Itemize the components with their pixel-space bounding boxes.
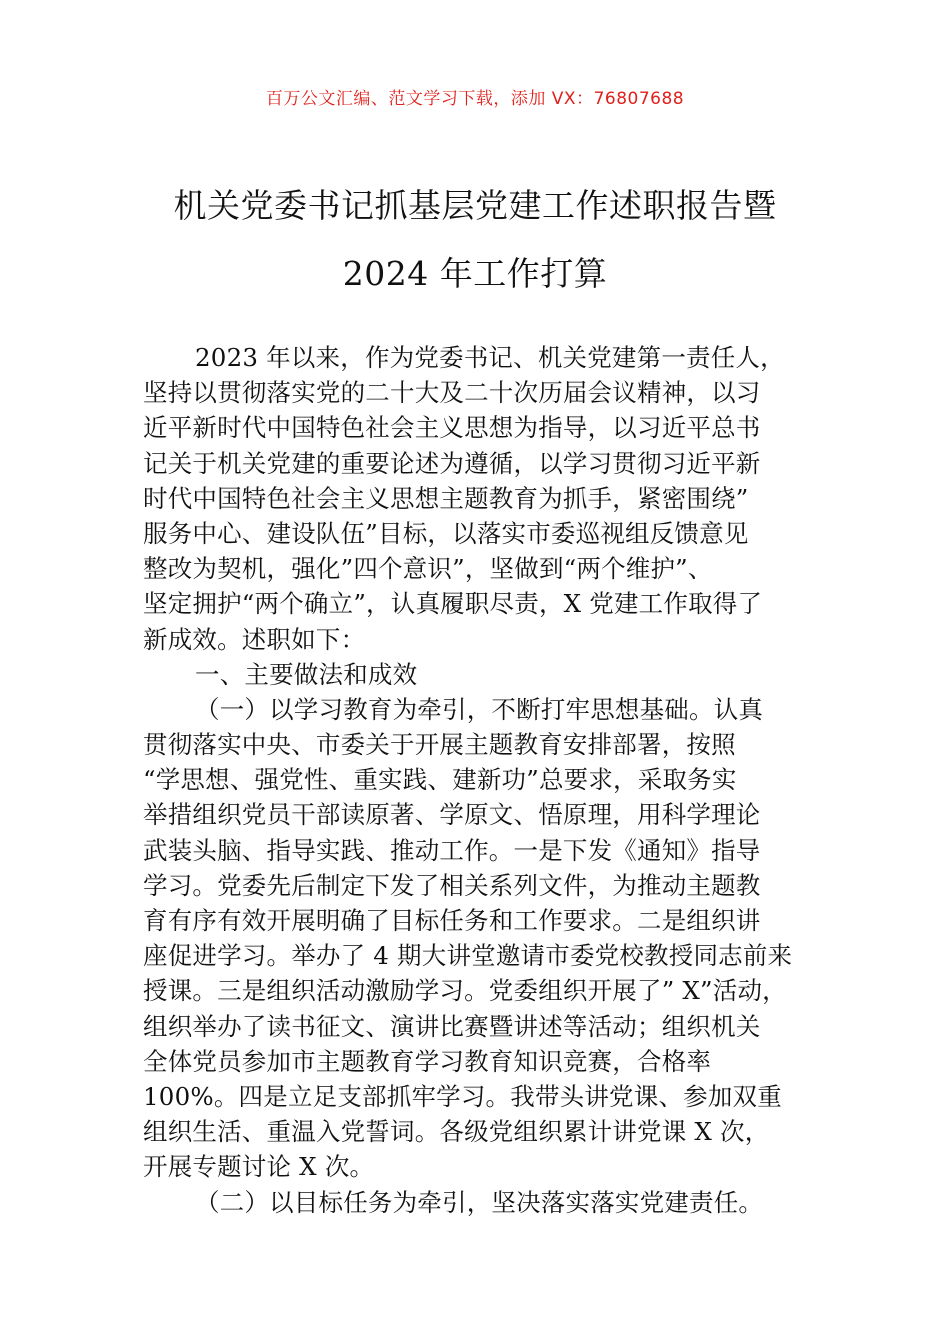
document-title-line-1: 机关党委书记抓基层党建工作述职报告暨 [173,186,777,225]
paragraph-line: 全体党员参加市主题教育学习教育知识竞赛，合格率 [143,1046,712,1076]
paragraph-line: 贯彻落实中央、市委关于开展主题教育安排部署，按照 [143,730,736,760]
watermark-banner: 百万公文汇编、范文学习下载，添加 VX：76807688 [265,89,685,109]
paragraph-line: 育有序有效开展明确了目标任务和工作要求。二是组织讲 [143,906,761,935]
paragraph-line: 开展专题讨论 X 次。 [143,1152,375,1182]
paragraph-line: 组织举办了读书征文、演讲比赛暨讲述等活动；组织机关 [143,1011,761,1041]
paragraph-line: （一）以学习教育为牵引，不断打牢思想基础。认真 [195,694,764,724]
document-title-line-2: 2024 年工作打算 [342,254,608,293]
paragraph-line: 服务中心、建设队伍”目标，以落实市委巡视组反馈意见 [143,518,749,548]
paragraph-line: 学习。党委先后制定下发了相关系列文件，为推动主题教 [143,870,761,900]
paragraph-line: 时代中国特色社会主义思想主题教育为抓手，紧密围绕” [143,483,749,513]
paragraph-line: 坚持以贯彻落实党的二十大及二十次历届会议精神，以习 [143,378,761,408]
paragraph-line: 组织生活、重温入党誓词。各级党组织累计讲党课 X 次， [143,1117,770,1147]
paragraph-line: 2023 年以来，作为党委书记、机关党建第一责任人， [195,343,785,372]
paragraph-line: 座促进学习。举办了 4 期大讲堂邀请市委党校教授同志前来 [143,941,793,971]
paragraph-line: 记关于机关党建的重要论述为遵循，以学习贯彻习近平新 [143,448,761,478]
document-body [143,340,813,1220]
paragraph-line: “学思想、强党性、重实践、建新功”总要求，采取务实 [143,765,737,795]
paragraph-line: 整改为契机，强化”四个意识”，坚做到“两个维护”、 [143,554,713,584]
section-heading: 一、主要做法和成效 [195,659,418,689]
paragraph-line: 坚定拥护“两个确立”，认真履职尽责，X 党建工作取得了 [143,589,763,619]
paragraph-line: 授课。三是组织活动激励学习。党委组织开展了” X”活动， [143,976,787,1006]
paragraph-line: 100%。四是立足支部抓牢学习。我带头讲党课、参加双重 [143,1081,782,1111]
paragraph-line: 新成效。述职如下： [143,624,366,654]
paragraph-line: 近平新时代中国特色社会主义思想为指导，以习近平总书 [143,413,761,443]
paragraph-line: 举措组织党员干部读原著、学原文、悟原理，用科学理论 [143,800,761,830]
paragraph-line: 武装头脑、指导实践、推动工作。一是下发《通知》指导 [143,835,761,865]
paragraph-line: （二）以目标任务为牵引，坚决落实落实党建责任。 [195,1187,764,1217]
